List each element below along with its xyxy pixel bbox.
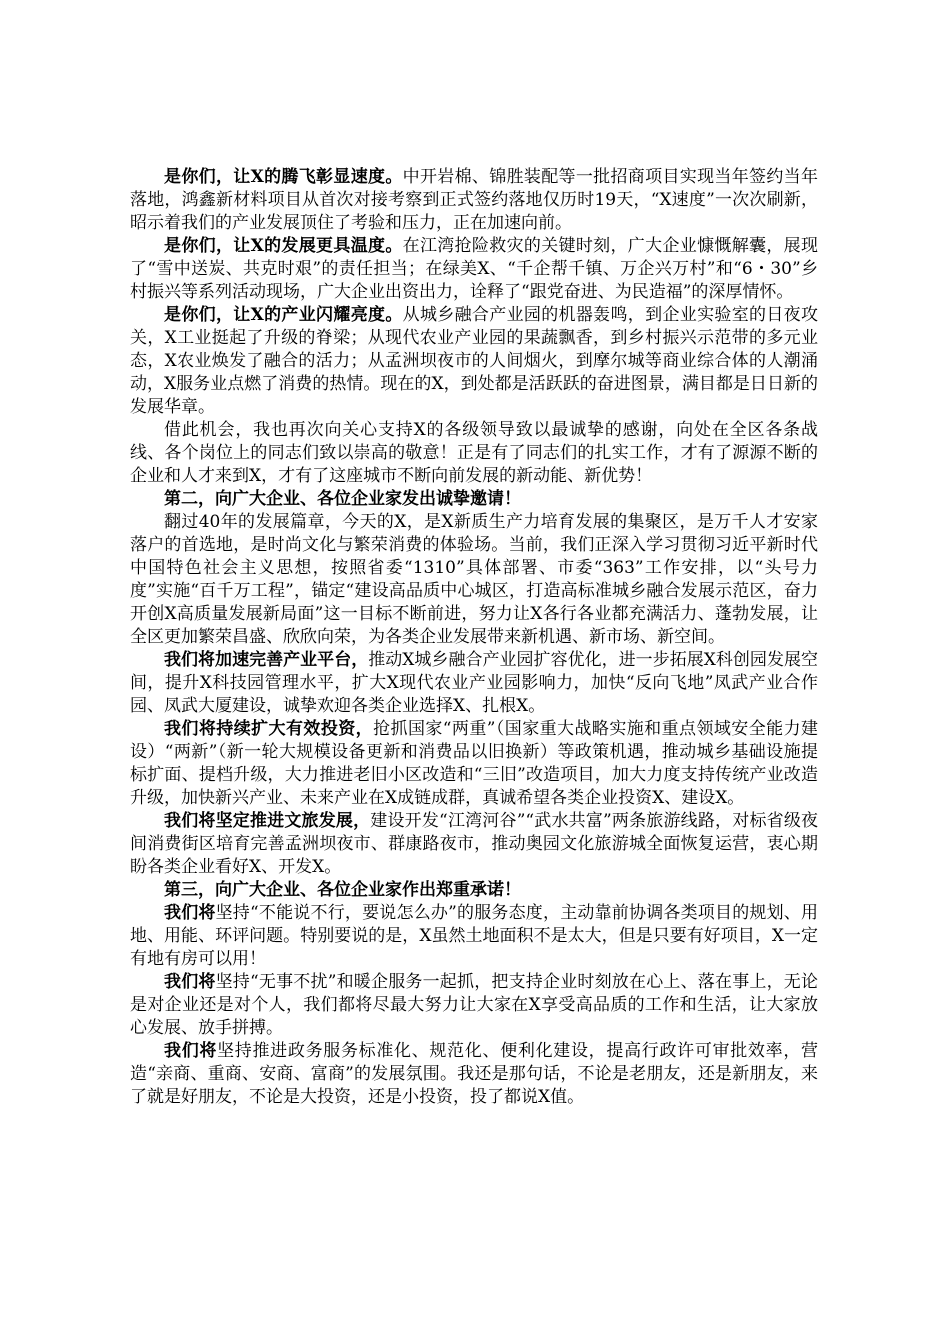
document-page: [130, 166, 818, 1109]
paragraph-text: 建设开发“江湾河谷”“武水共富”两条旅游线路，对标省级夜间消费街区培育完善孟洲坝夜市、群康路夜市，推动奥园文化旅游城全面恢复运营，衷心期盼各类企业看好X、开发X。: [130, 811, 819, 877]
paragraph-lead: 我们将加速完善产业平台，: [164, 650, 369, 670]
paragraph-12: [130, 971, 818, 1040]
paragraph-2: [130, 235, 818, 304]
paragraph-4: [130, 419, 818, 488]
paragraph-text: 从城乡融合产业园的机器轰鸣，到企业实验室的日夜攻关，X工业挺起了升级的脊梁；从现代农业产业园的果蔬飘香，到乡村振兴示范带的多元业态，X农业焕发了融合的活力；从孟洲坝夜市的人间烟火，到摩尔城等商业综合体的人潮涌动，X服务业点燃了消费的热情。现在的X，到处都是活跃跃的奋进图景，满目都是日日新的发展华章。: [130, 305, 818, 417]
paragraph-8: [130, 718, 818, 810]
paragraph-text: 抢抓国家“两重”（国家重大战略实施和重点领域安全能力建设）“两新”（新一轮大规模设备更新和消费品以旧换新）等政策机遇，推动城乡基础设施提标扩面、提档升级，大力推进老旧小区改造和“三旧”改造项目，加大力度支持传统产业改造升级，加快新兴产业、未来产业在X成链成群，真诚希望各类企业投资X、建设X。: [130, 719, 818, 808]
paragraph-text: 中开岩棉、锦胜装配等一批招商项目实现当年签约当年落地，鸿鑫新材料项目从首次对接考察到正式签约落地仅历时19天，“X速度”一次次刷新，昭示着我们的产业发展顶住了考验和压力，正在加速向前。: [130, 167, 818, 233]
paragraph-lead: 我们将坚定推进文旅发展，: [164, 811, 371, 831]
paragraph-lead: 我们将: [164, 1041, 218, 1061]
paragraph-13: [130, 1040, 818, 1109]
paragraph-lead: 是你们，让X的产业闪耀亮度。: [164, 305, 403, 325]
paragraph-text: 坚持“无事不扰”和暖企服务一起抓，把支持企业时刻放在心上、落在事上，无论是对企业还是对个人，我们都将尽最大努力让大家在X享受高品质的工作和生活，让大家放心发展、放手拼搏。: [130, 972, 818, 1038]
paragraph-11: [130, 902, 818, 971]
section-heading-2: 第二，向广大企业、各位企业家发出诚挚邀请！: [164, 489, 521, 509]
paragraph-text: 坚持推进政务服务标准化、规范化、便利化建设，提高行政许可审批效率，营造“亲商、重商、安商、富商”的发展氛围。我还是那句话，不论是老朋友，还是新朋友，来了就是好朋友，不论是大投资，还是小投资，投了都说X值。: [130, 1041, 819, 1107]
paragraph-7: [130, 649, 818, 718]
paragraph-9: [130, 810, 818, 879]
paragraph-text: 推动X城乡融合产业园扩容优化，进一步拓展X科创园发展空间，提升X科技园管理水平，扩大X现代农业产业园影响力，加快“反向飞地”凤武产业合作园、凤武大厦建设，诚挚欢迎各类企业选择X、扎根X。: [130, 650, 818, 716]
paragraph-text: 坚持“不能说不行，要说怎么办”的服务态度，主动靠前协调各类项目的规划、用地、用能、环评问题。特别要说的是，X虽然土地面积不是太大，但是只要有好项目，X一定有地有房可以用！: [130, 903, 818, 969]
paragraph-1: [130, 166, 818, 235]
paragraph-lead: 我们将持续扩大有效投资，: [164, 719, 374, 739]
paragraph-3: [130, 304, 818, 419]
paragraph-lead: 是你们，让X的腾飞彰显速度。: [164, 167, 403, 187]
paragraph-lead: 是你们，让X的发展更具温度。: [164, 236, 403, 256]
paragraph-text: 借此机会，我也再次向关心支持X的各级领导致以最诚挚的感谢，向处在全区各条战线、各个岗位上的同志们致以崇高的敬意！正是有了同志们的扎实工作，才有了源源不断的企业和人才来到X，才有了这座城市不断向前发展的新动能、新优势！: [130, 420, 818, 486]
paragraph-lead: 我们将: [164, 903, 216, 923]
section-heading-3: 第三，向广大企业、各位企业家作出郑重承诺！: [164, 880, 521, 900]
paragraph-text: 在江湾抢险救灾的关键时刻，广大企业慷慨解囊，展现了“雪中送炭、共克时艰”的责任担当；在绿美X、“千企帮千镇、万企兴万村”和“6・30”乡村振兴等系列活动现场，广大企业出资出力，诠释了“跟党奋进、为民造福”的深厚情怀。: [130, 236, 818, 302]
paragraph-text: 翻过40年的发展篇章，今天的X，是X新质生产力培育发展的集聚区，是万千人才安家落户的首选地，是时尚文化与繁荣消费的体验场。当前，我们正深入学习贯彻习近平新时代中国特色社会主义思想，按照省委“1310”具体部署、市委“363”工作安排，以“头号力度”实施“百千万工程”，锚定“建设高品质中心城区，打造高标准城乡融合发展示范区，奋力开创X高质量发展新局面”这一目标不断前进，努力让X各行各业都充满活力、蓬勃发展，让全区更加繁荣昌盛、欣欣向荣，为各类企业发展带来新机遇、新市场、新空间。: [130, 512, 818, 647]
paragraph-6: [130, 511, 818, 649]
paragraph-lead: 我们将: [164, 972, 216, 992]
